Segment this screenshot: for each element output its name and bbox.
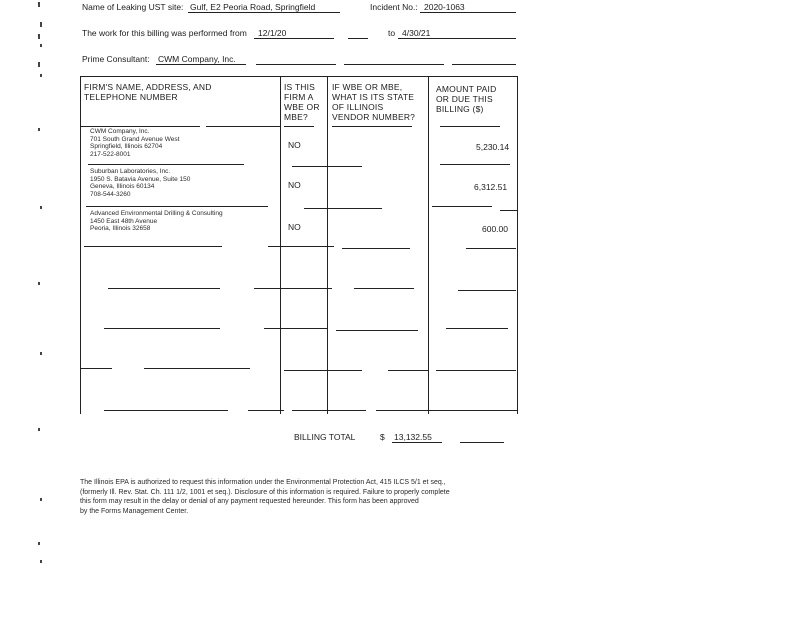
period-from-underline	[254, 38, 334, 39]
wbe-value: NO	[288, 180, 301, 190]
consultant-underline	[156, 64, 246, 65]
row-rule	[436, 370, 516, 371]
firm-line: 1450 East 48th Avenue	[90, 217, 158, 225]
row-rule	[432, 206, 492, 207]
header-amount	[436, 84, 496, 114]
row-rule	[88, 164, 244, 165]
firm-line: Peoria, Illinois 32658	[90, 225, 151, 232]
consultant-value: CWM Company, Inc.	[158, 54, 236, 64]
billing-total-value: 13,132.55	[394, 432, 432, 442]
header-vendor-line: WHAT IS ITS STATE	[332, 92, 415, 102]
row-rule	[86, 206, 268, 207]
period-to: 4/30/21	[402, 28, 431, 38]
period-mid-underline	[348, 38, 368, 39]
row-rule	[342, 248, 410, 249]
row-rule	[466, 248, 516, 249]
header-rule	[206, 126, 280, 127]
row-rule	[336, 330, 418, 331]
row-rule	[388, 370, 428, 371]
row-rule	[264, 328, 328, 329]
row-rule	[292, 410, 366, 411]
table-row	[90, 168, 190, 198]
col-divider-1	[280, 76, 281, 414]
billing-total-currency: $	[380, 432, 385, 442]
header-firm-line: FIRM'S NAME, ADDRESS, AND	[84, 82, 212, 92]
row-rule	[376, 410, 518, 411]
table-row	[90, 210, 223, 233]
table-right-rule	[517, 76, 518, 414]
row-rule	[446, 328, 508, 329]
row-rule	[80, 368, 112, 369]
header-vendor-line: OF ILLINOIS	[332, 102, 384, 112]
header-firm-line: TELEPHONE NUMBER	[84, 92, 178, 102]
header-rule	[440, 126, 500, 127]
period-from: 12/1/20	[258, 28, 287, 38]
row-rule	[354, 288, 414, 289]
incident-underline	[420, 12, 516, 13]
row-rule	[104, 328, 220, 329]
col-divider-3	[428, 76, 429, 414]
firm-line: 1950 S. Batavia Avenue, Suite 150	[90, 175, 191, 183]
site-label: Name of Leaking UST site:	[82, 2, 184, 12]
period-to-label: to	[388, 28, 396, 38]
row-rule	[268, 246, 334, 247]
margin-marks	[38, 0, 44, 618]
row-rule	[284, 370, 362, 371]
header-amount-line: OR DUE THIS	[436, 94, 493, 104]
footer-line: (formerly Ill. Rev. Stat. Ch. 111 1/2, 1001 et seq.). Disclosure of this information is required. Failure to properly complete	[80, 488, 450, 496]
firm-line: Springfield, Illinois 62704	[90, 143, 163, 150]
wbe-value: NO	[288, 222, 301, 232]
row-rule	[458, 290, 516, 291]
site-underline	[188, 12, 340, 13]
header-wbe-line: WBE OR	[284, 102, 320, 112]
firm-line: 708-544-3260	[90, 190, 131, 198]
header-wbe	[284, 82, 320, 122]
row-rule	[292, 166, 362, 167]
header-vendor-line: IF WBE OR MBE,	[332, 82, 403, 92]
footer-notice	[80, 478, 450, 516]
table-top-rule	[80, 76, 518, 77]
row-rule	[304, 208, 382, 209]
amount-value: 5,230.14	[476, 142, 510, 152]
row-rule	[84, 246, 222, 247]
period-label: The work for this billing was performed from	[82, 28, 247, 38]
firm-line: Geneva, Illinois 60134	[90, 183, 155, 190]
firm-line: 217-522-8001	[90, 150, 131, 158]
header-amount-line: BILLING ($)	[436, 104, 484, 114]
header-vendor	[332, 82, 415, 122]
row-rule	[500, 210, 518, 211]
header-rule	[80, 126, 200, 127]
consultant-underline-4	[452, 64, 516, 65]
header-firm	[84, 82, 212, 102]
row-rule	[108, 288, 220, 289]
header-amount-line: AMOUNT PAID	[436, 84, 497, 94]
amount-value: 6,312.51	[474, 182, 508, 192]
consultant-label: Prime Consultant:	[82, 54, 150, 64]
table-row	[90, 128, 179, 158]
incident-value: 2020-1063	[424, 2, 465, 12]
incident-label: Incident No.:	[370, 2, 418, 12]
amount-value: 600.00	[482, 224, 508, 234]
period-to-underline	[398, 38, 516, 39]
header-vendor-line: VENDOR NUMBER?	[332, 112, 416, 122]
footer-line: by the Forms Management Center.	[80, 507, 189, 515]
row-rule	[248, 410, 284, 411]
billing-total-underline-2	[460, 442, 504, 443]
header-wbe-line: FIRM A	[284, 92, 314, 102]
firm-line: CWM Company, Inc.	[90, 128, 150, 135]
row-rule	[254, 288, 332, 289]
header-rule	[332, 126, 412, 127]
consultant-underline-3	[344, 64, 444, 65]
consultant-underline-2	[256, 64, 336, 65]
footer-line: this form may result in the delay or denial of any payment requested hereunder. This form has been approved	[80, 498, 419, 505]
row-rule	[144, 368, 250, 369]
header-rule	[284, 126, 314, 127]
site-value: Gulf, E2 Peoria Road, Springfield	[190, 2, 316, 12]
header-wbe-line: MBE?	[284, 112, 308, 122]
firm-line: 701 South Grand Avenue West	[90, 135, 180, 143]
firm-line: Suburban Laboratories, Inc.	[90, 168, 171, 175]
footer-line: The Illinois EPA is authorized to request this information under the Environmental Protection Act, 415 ILCS 5/1 et seq.,	[80, 479, 446, 486]
firm-line: Advanced Environmental Drilling & Consulting	[90, 210, 223, 217]
billing-total-underline	[392, 442, 442, 443]
wbe-value: NO	[288, 140, 301, 150]
row-rule	[440, 164, 510, 165]
header-wbe-line: IS THIS	[284, 82, 316, 92]
row-rule	[104, 410, 228, 411]
col-divider-2	[327, 76, 328, 414]
billing-total-label: BILLING TOTAL	[294, 432, 356, 442]
